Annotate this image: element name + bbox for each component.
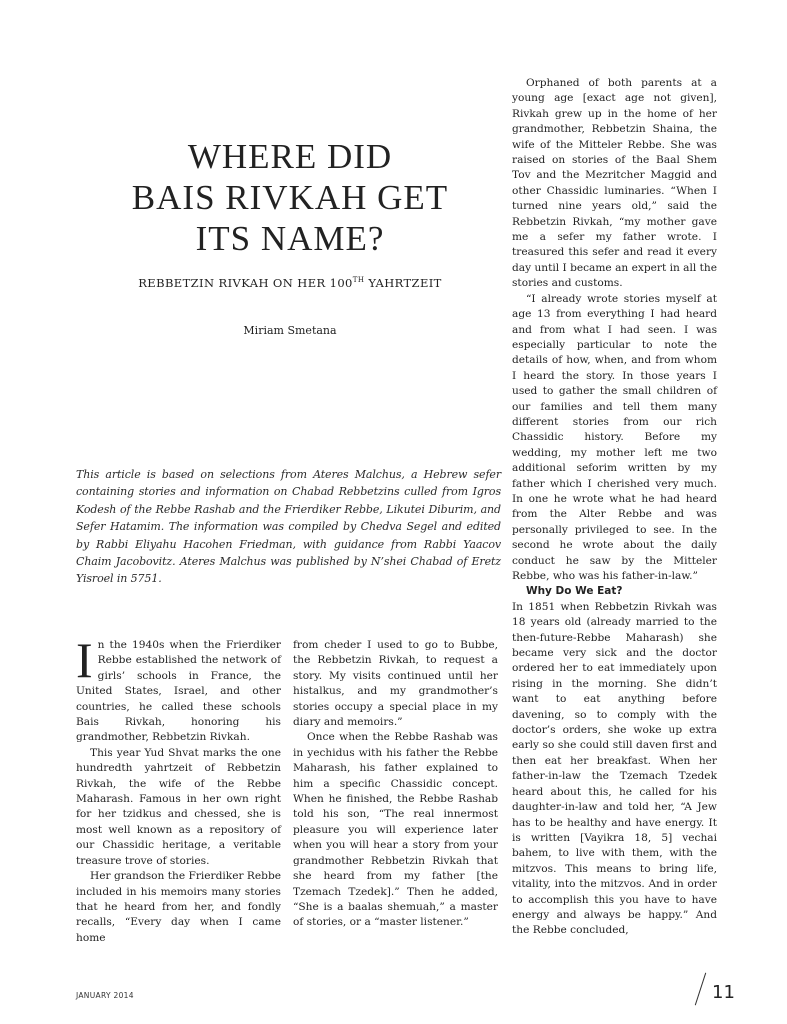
subtitle-end: YAHRTZEIT: [364, 276, 442, 290]
col1-p1-text: n the 1940s when the Frierdiker Rebbe established the network of girls’ schools in France, the United States, Israel, and other countries, he called these schools Bais Rivkah, honoring his grandmother, Rebbetzin Rivkah.: [76, 639, 281, 744]
intro-paragraph: This article is based on selections from Ateres Malchus, a Hebrew sefer containing stories and information on Chabad Rebbetzins culled from Igros Kodesh of the Rebbe Rashab and the Frierdiker Rebbe, Likutei Diburim, and Sefer Hatamim. The information was compiled by Chedva Segel and edited by Rabbi Eliyahu Hacohen Friedman, with guidance from Rabbi Yaacov Chaim Jacobovitz. Ateres Malchus was published by N’shei Chabad of Eretz Yisroel in 5751.: [76, 468, 501, 586]
title-line-1: WHERE DID: [187, 137, 393, 176]
col2-paragraph-1: from cheder I used to go to Bubbe, the Rebbetzin Rivkah, to request a story. My visits continued until her histalkus, and my grandmother’s stories occupy a special place in my diary and memoirs.”: [293, 639, 498, 729]
column-2: [293, 638, 498, 931]
col1-paragraph-3: Her grandson the Frierdiker Rebbe included in his memoirs many stories that he heard from her, and fondly recalls, “Every day when I came home: [76, 870, 281, 944]
subtitle-main: REBBETZIN RIVKAH ON HER 100: [138, 276, 353, 290]
article-subtitle: [80, 276, 500, 290]
section-heading: Why Do We Eat?: [526, 585, 623, 598]
title-line-3: ITS NAME?: [195, 219, 385, 258]
page-number-slash: [695, 973, 706, 1006]
col1-paragraph-1: [76, 632, 281, 746]
issue-date: JANUARY 2014: [76, 991, 134, 1000]
col1-paragraph-2: This year Yud Shvat marks the one hundredth yahrtzeit of Rebbetzin Rivkah, the wife of the Rebbe Maharash. Famous in her own right for her tzidkus and chessed, she is most well known as a repository of our Chassidic heritage, a veritable treasure trove of stories.: [76, 746, 281, 867]
author-byline: Miriam Smetana: [243, 324, 337, 337]
col3-paragraph-1: Orphaned of both parents at a young age [exact age not given], Rivkah grew up in the home of her grandmother, Rebbetzin Shaina, the wife of the Mitteler Rebbe. She was raised on stories of the Baal Shem Tov and the Mezritcher Maggid and other Chassidic luminaries. “When I turned nine years old,” said the Rebbetzin Rivkah, “my mother gave me a sefer my father wrote. I treasured this sefer and read it every day until I became an expert in all the stories and customs.: [512, 77, 717, 290]
column-1: [76, 632, 281, 946]
col3-paragraph-2: “I already wrote stories myself at age 13 from everything I had heard and from what I had seen. I was especially particular to note the details of how, when, and from whom I heard the story. In those years I used to gather the small children of our families and tell them many different stories from our rich Chassidic history. Before my wedding, my mother left me two additional seforim written by my father which I cherished very much. In one he wrote what he had heard from the Alter Rebbe and was personally privileged to see. In the second he wrote about the daily conduct he saw by the Mitteler Rebbe, who was his father-in-law.”: [512, 292, 717, 582]
subtitle-sup: TH: [352, 276, 365, 284]
col2-paragraph-2: Once when the Rebbe Rashab was in yechidus with his father the Rebbe Maharash, his father explained to him a specific Chassidic concept. When he finished, the Rebbe Rashab told his son, “The real innermost pleasure you will experience later when you will hear a story from your grandmother Rebbetzin Rivkah that she heard from my father [the Tzemach Tzedek].” Then he added, “She is a baalas shemuah,” a master of stories, or a “master listener.”: [293, 731, 498, 929]
drop-cap: I: [76, 632, 93, 688]
page-number: 11: [712, 982, 735, 1003]
column-3: [512, 76, 717, 939]
title-line-2: BAIS RIVKAH GET: [131, 178, 449, 217]
article-title: [95, 136, 485, 259]
col3-paragraph-3: In 1851 when Rebbetzin Rivkah was 18 years old (already married to the then-future-Rebbe Maharash) she became very sick and the doctor ordered her to eat immediately upon rising in the morning. She didn’t want to eat anything before davening, so to comply with the doctor’s orders, she woke up extra early so she could still daven first and then eat her breakfast. When her father-in-law the Tzemach Tzedek heard about this, he called for his daughter-in-law and told her, “A Jew has to be healthy and have energy. It is written [Vayikra 18, 5] vechai bahem, to live with them, with the mitzvos. This means to bring life, vitality, into the mitzvos. And in order to accomplish this you have to have energy and always be happy.” And the Rebbe concluded,: [512, 600, 717, 937]
